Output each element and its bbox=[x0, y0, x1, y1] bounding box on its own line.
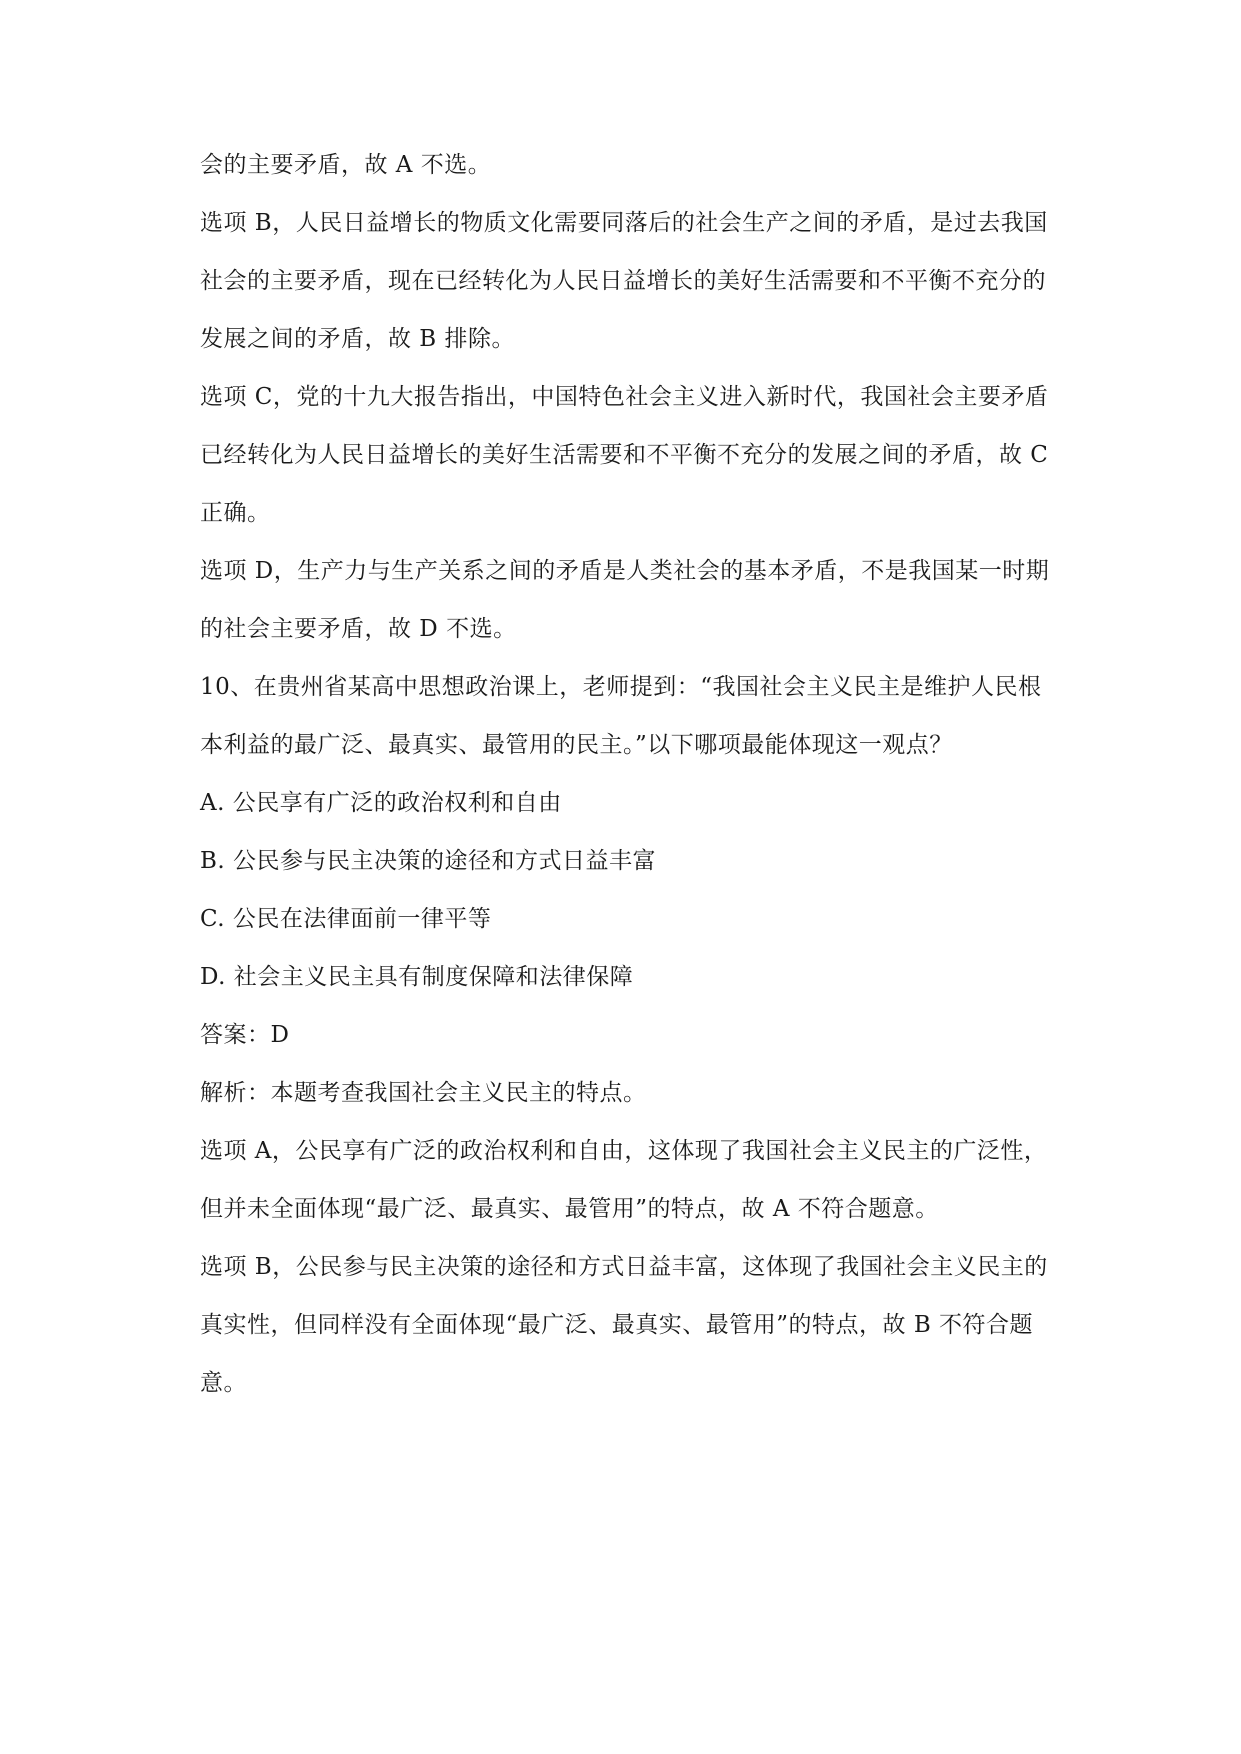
text-line: 发展之间的矛盾，故 B 排除。 bbox=[200, 326, 516, 352]
question-text: 本利益的最广泛、最真实、最管用的民主。”以下哪项最能体现这一观点？ bbox=[200, 732, 953, 758]
text-line: 选项 A，公民享有广泛的政治权利和自由，这体现了我国社会主义民主的广泛性， bbox=[200, 1138, 1048, 1164]
text-line: 正确。 bbox=[200, 500, 271, 526]
text-line: 选项 B，公民参与民主决策的途径和方式日益丰富，这体现了我国社会主义民主的 bbox=[200, 1254, 1048, 1280]
analysis-line: 解析：本题考查我国社会主义民主的特点。 bbox=[200, 1080, 647, 1106]
text-line: 选项 B，人民日益增长的物质文化需要同落后的社会生产之间的矛盾，是过去我国 bbox=[200, 210, 1048, 236]
text-line: 真实性，但同样没有全面体现“最广泛、最真实、最管用”的特点，故 B 不符合题 bbox=[200, 1312, 1034, 1338]
option-c: C. 公民在法律面前一律平等 bbox=[200, 906, 492, 932]
text-line: 社会的主要矛盾，现在已经转化为人民日益增长的美好生活需要和不平衡不充分的 bbox=[200, 268, 1046, 294]
text-line: 意。 bbox=[200, 1370, 247, 1396]
option-d: D. 社会主义民主具有制度保障和法律保障 bbox=[200, 964, 634, 990]
text-line: 但并未全面体现“最广泛、最真实、最管用”的特点，故 A 不符合题意。 bbox=[200, 1196, 939, 1222]
text-line: 选项 D，生产力与生产关系之间的矛盾是人类社会的基本矛盾，不是我国某一时期 bbox=[200, 558, 1050, 584]
option-a: A. 公民享有广泛的政治权利和自由 bbox=[200, 790, 562, 816]
text-line: 已经转化为人民日益增长的美好生活需要和不平衡不充分的发展之间的矛盾，故 C bbox=[200, 442, 1049, 468]
text-line: 选项 C，党的十九大报告指出，中国特色社会主义进入新时代，我国社会主要矛盾 bbox=[200, 384, 1049, 410]
question-text: 10、在贵州省某高中思想政治课上，老师提到：“我国社会主义民主是维护人民根 bbox=[200, 674, 1042, 700]
text-line: 的社会主要矛盾，故 D 不选。 bbox=[200, 616, 517, 642]
answer-line: 答案：D bbox=[200, 1022, 290, 1048]
option-b: B. 公民参与民主决策的途径和方式日益丰富 bbox=[200, 848, 657, 874]
text-line: 会的主要矛盾，故 A 不选。 bbox=[200, 152, 492, 178]
